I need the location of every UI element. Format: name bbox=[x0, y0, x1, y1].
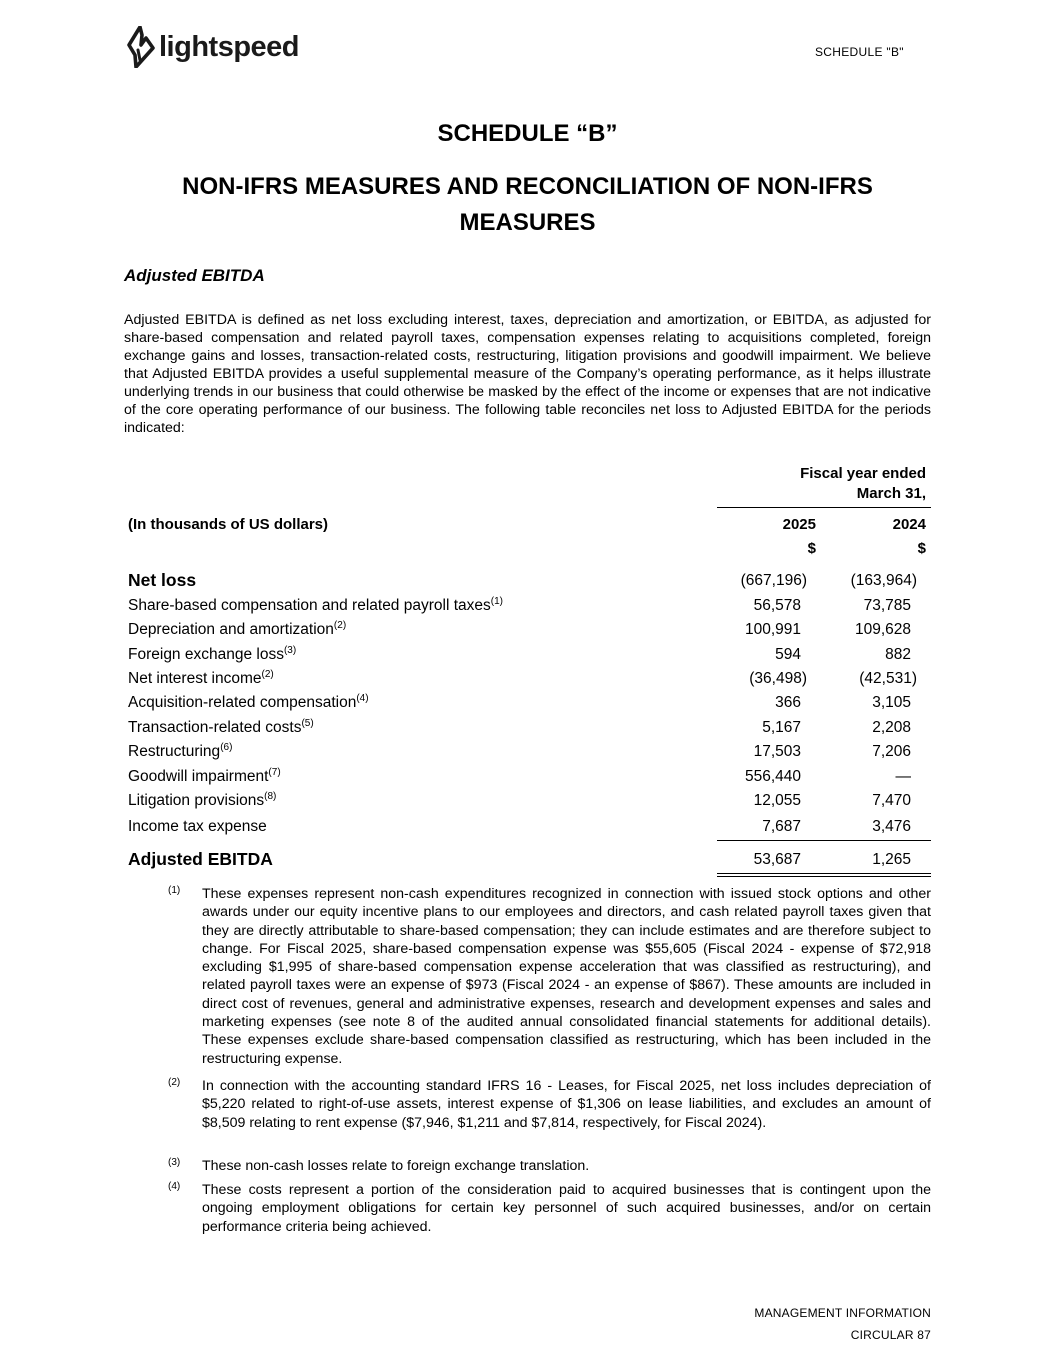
page-subtitle: NON-IFRS MEASURES AND RECONCILIATION OF NON-IFRS MEASURES bbox=[182, 173, 873, 236]
value-2024: 3,476 bbox=[872, 818, 911, 835]
currency-symbol-2024: $ bbox=[917, 540, 926, 557]
subtotal-rule bbox=[717, 840, 931, 841]
value-2025: 556,440 bbox=[744, 768, 801, 785]
table-row-label bbox=[128, 719, 314, 737]
value-2025: 56,578 bbox=[753, 597, 801, 614]
intro-paragraph: Adjusted EBITDA is defined as net loss excluding interest, taxes, depreciation and amortization, or EBITDA, as adjusted for share-based compensation and related payroll taxes, compensation expenses relating to acquisitions completed, foreign exchange gains and losses, transaction-related costs, restructuring, litigation provisions and goodwill impairment. We believe that Adjusted EBITDA provides a useful supplemental measure of the Company’s operating performance, as it helps illustrate underlying trends in our business that could otherwise be masked by the effect of the income or expenses that are not indicative of the core operating performance of our business. The following table reconciles net loss to Adjusted EBITDA for the periods indicated: bbox=[124, 312, 931, 436]
value-2024: 7,206 bbox=[872, 743, 911, 760]
year-header-2025: 2025 bbox=[782, 516, 816, 533]
row-label-text: Net loss bbox=[128, 570, 197, 590]
period-header-rule bbox=[717, 507, 931, 508]
value-2024: 882 bbox=[885, 646, 911, 663]
row-label-text: Restructuring bbox=[128, 743, 221, 760]
logo-wordmark: lightspeed bbox=[159, 30, 300, 63]
footnote-reference: (1) bbox=[490, 596, 503, 607]
row-label-text: Litigation provisions bbox=[128, 792, 265, 809]
footnote-number: (1) bbox=[168, 885, 181, 896]
year-header-2024: 2024 bbox=[892, 516, 926, 533]
units-label: (In thousands of US dollars) bbox=[128, 516, 329, 533]
footnote-text: In connection with the accounting standard IFRS 16 - Leases, for Fiscal 2025, net loss includes depreciation of $5,220 related to right-of-use assets, interest expense of $1,306 on lease liabilities, and excludes an amount of $8,509 relating to rent expense ($7,946, $1,211 and $7,814, respectively, for Fiscal 2024). bbox=[202, 1078, 931, 1131]
value-2024: 2,208 bbox=[872, 719, 911, 736]
row-label-text: Transaction-related costs bbox=[128, 719, 302, 736]
value-2025: 594 bbox=[775, 646, 801, 663]
row-label-text: Net interest income bbox=[128, 670, 262, 687]
total-value-2025: 53,687 bbox=[753, 851, 801, 868]
period-header bbox=[717, 464, 926, 504]
footnote-reference: (5) bbox=[301, 718, 314, 729]
footnote-text: These non-cash losses relate to foreign exchange translation. bbox=[202, 1158, 590, 1174]
total-double-rule-top bbox=[717, 873, 931, 874]
value-2025: 366 bbox=[775, 694, 801, 711]
page-footer bbox=[700, 1302, 931, 1346]
value-2024: 109,628 bbox=[854, 621, 911, 638]
section-heading: Adjusted EBITDA bbox=[124, 266, 265, 285]
table-row-label bbox=[128, 743, 232, 761]
table-row-label bbox=[128, 694, 369, 712]
table-row-label bbox=[128, 597, 503, 615]
footnote-number: (4) bbox=[168, 1181, 181, 1192]
row-label-text: Goodwill impairment bbox=[128, 768, 269, 785]
value-2025: 100,991 bbox=[744, 621, 801, 638]
table-row-label bbox=[128, 570, 196, 591]
footer-line2: CIRCULAR 87 bbox=[850, 1328, 931, 1342]
period-header-line1: Fiscal year ended bbox=[800, 465, 926, 482]
footnote-reference: (4) bbox=[356, 693, 369, 704]
value-2024: 3,105 bbox=[872, 694, 911, 711]
footnote-number: (2) bbox=[168, 1077, 181, 1088]
value-2024: — bbox=[895, 768, 911, 785]
company-logo bbox=[127, 26, 299, 68]
footnote-text: These expenses represent non-cash expenditures recognized in connection with issued stock options and other awards under our equity incentive plans to our employees and directors, and cash related payroll taxes given that they are directly attributable to share-based compensation; they can include estimates and are therefore subject to change. For Fiscal 2025, share-based compensation expense was $55,605 (Fiscal 2024 - expense of $72,918 excluding $1,995 of share-based compensation expense acceleration that was classified as restructuring), and related payroll taxes were an expense of $973 (Fiscal 2024 - an expense of $867). These amounts are included in direct cost of revenues, general and administrative expenses, research and development expenses and sales and marketing expenses (see note 8 of the audited annual consolidated financial statements for additional details). These expenses exclude share-based compensation classified as restructuring, which has been included in the restructuring expense. bbox=[202, 886, 931, 1067]
footnote-number: (3) bbox=[168, 1157, 181, 1168]
page-title: SCHEDULE “B” bbox=[437, 120, 618, 147]
footnote-text: These costs represent a portion of the consideration paid to acquired businesses that is contingent upon the ongoing employment obligations for certain key personnel of such acquired businesses, and/or on certain performance criteria being achieved. bbox=[202, 1182, 931, 1235]
header-schedule-label: SCHEDULE "B" bbox=[815, 45, 904, 59]
value-2025: (667,196) bbox=[740, 572, 807, 589]
total-row-label: Adjusted EBITDA bbox=[128, 849, 273, 869]
value-2025: 7,687 bbox=[762, 818, 801, 835]
row-label-text: Income tax expense bbox=[128, 818, 267, 835]
value-2024: (163,964) bbox=[850, 572, 917, 589]
row-label-text: Share-based compensation and related payroll taxes bbox=[128, 597, 491, 614]
row-label-text: Depreciation and amortization bbox=[128, 621, 334, 638]
footnote-reference: (6) bbox=[220, 742, 233, 753]
footnote-reference: (2) bbox=[261, 669, 274, 680]
total-value-2024: 1,265 bbox=[872, 851, 911, 868]
footnote-reference: (8) bbox=[264, 791, 277, 802]
total-double-rule-bottom bbox=[717, 876, 931, 877]
table-row-label bbox=[128, 621, 346, 639]
period-header-line2: March 31, bbox=[856, 485, 926, 502]
table-row-label bbox=[128, 646, 296, 664]
footer-line1: MANAGEMENT INFORMATION bbox=[754, 1306, 931, 1320]
footnote-reference: (3) bbox=[283, 645, 297, 656]
value-2024: 73,785 bbox=[863, 597, 911, 614]
footnote-reference: (7) bbox=[268, 767, 281, 778]
lightspeed-flame-icon bbox=[127, 26, 155, 68]
value-2025: 17,503 bbox=[753, 743, 801, 760]
value-2025: (36,498) bbox=[749, 670, 807, 687]
table-row-label bbox=[128, 792, 276, 810]
table-row-label bbox=[128, 818, 267, 836]
table-row-label bbox=[128, 768, 281, 786]
value-2025: 5,167 bbox=[762, 719, 801, 736]
value-2024: 7,470 bbox=[872, 792, 911, 809]
table-row-label bbox=[128, 670, 274, 688]
row-label-text: Acquisition-related compensation bbox=[128, 694, 357, 711]
value-2025: 12,055 bbox=[753, 792, 801, 809]
footnote-reference: (2) bbox=[333, 620, 347, 631]
currency-symbol-2025: $ bbox=[807, 540, 816, 557]
value-2024: (42,531) bbox=[859, 670, 917, 687]
row-label-text: Foreign exchange loss bbox=[128, 646, 284, 663]
